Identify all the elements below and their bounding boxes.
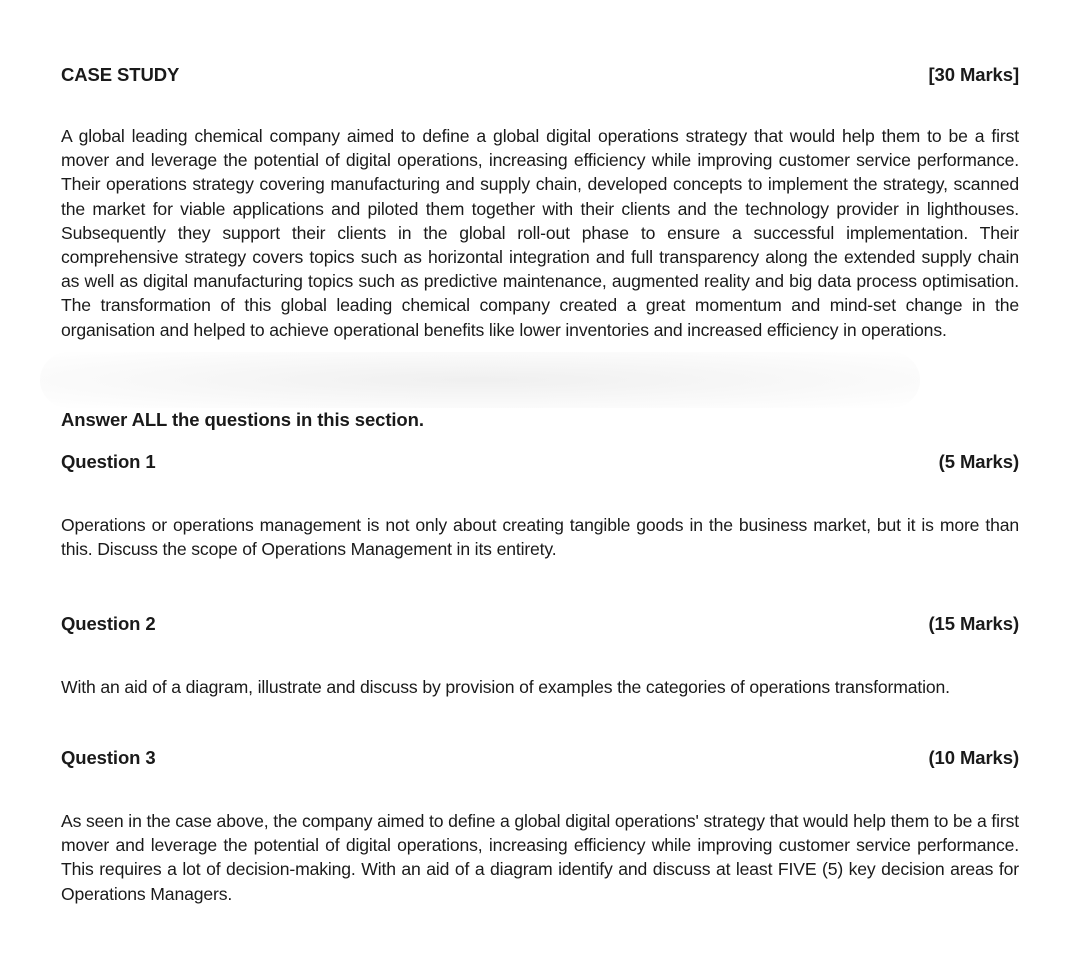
section-instruction: Answer ALL the questions in this section. — [61, 409, 424, 430]
question-1-marks: (5 Marks) — [938, 451, 1019, 472]
question-3-marks: (10 Marks) — [928, 747, 1019, 768]
question-2-marks: (15 Marks) — [928, 613, 1019, 634]
question-1-body: Operations or operations management is not only about creating tangible goods in the business market, but it is more than this. Discuss the scope of Operations Management in its entirety. — [61, 515, 1019, 560]
case-study-marks: [30 Marks] — [928, 64, 1019, 85]
question-1-header — [61, 451, 1019, 473]
question-3-header — [61, 747, 1019, 769]
blurred-region — [40, 352, 920, 408]
case-study-header — [61, 64, 1019, 86]
case-study-title: CASE STUDY — [61, 64, 180, 85]
question-2-body: With an aid of a diagram, illustrate and discuss by provision of examples the categories of operations transformation. — [61, 677, 950, 697]
case-study-body: A global leading chemical company aimed to define a global digital operations strategy that would help them to be a first mover and leverage the potential of digital operations, increasing efficiency while improving customer service performance. Their operations strategy covering manufacturing and supply chain, developed concepts to implement the strategy, scanned the market for viable applications and piloted them together with their clients and the technology provider in lighthouses. Subsequently they support their clients in the global roll-out phase to ensure a successful implementation. Their comprehensive strategy covers topics such as horizontal integration and full transparency along the extended supply chain as well as digital manufacturing topics such as predictive maintenance, augmented reality and big data process optimisation. The transformation of this global leading chemical company created a great momentum and mind-set change in the organisation and helped to achieve operational benefits like lower inventories and increased efficiency in operations. — [61, 126, 1019, 340]
question-3-title: Question 3 — [61, 747, 156, 768]
question-2-header — [61, 613, 1019, 635]
question-1-title: Question 1 — [61, 451, 156, 472]
question-3-body: As seen in the case above, the company aimed to define a global digital operations' strategy that would help them to be a first mover and leverage the potential of digital operations, increasing efficiency while improving customer service performance. This requires a lot of decision-making. With an aid of a diagram identify and discuss at least FIVE (5) key decision areas for Operations Managers. — [61, 811, 1019, 904]
question-2-title: Question 2 — [61, 613, 156, 634]
